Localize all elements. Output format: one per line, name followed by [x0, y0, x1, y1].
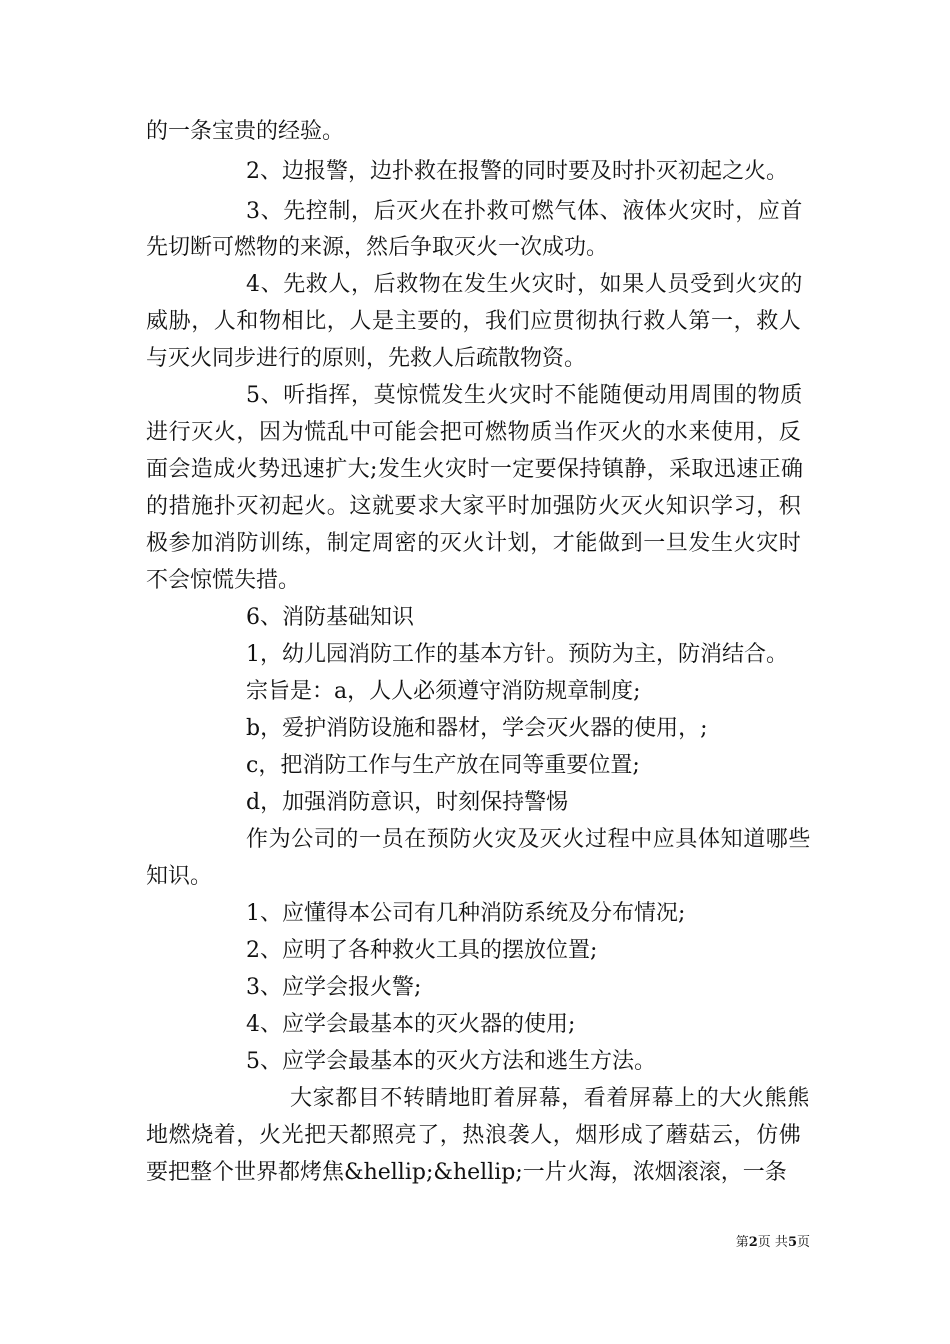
- text-line: 要把整个世界都烤焦&hellip;&hellip;一片火海，浓烟滚滚，一条: [146, 1160, 787, 1185]
- text-line: 作为公司的一员在预防火灾及灭火过程中应具体知道哪些: [246, 827, 812, 852]
- section-heading: 6、消防基础知识: [246, 605, 414, 630]
- text-line: 极参加消防训练，制定周密的灭火计划，才能做到一旦发生火灾时: [146, 531, 802, 556]
- text-line: 的措施扑灭初起火。这就要求大家平时加强防火灭火知识学习，积: [146, 494, 802, 519]
- text-line: 5、听指挥，莫惊慌发生火灾时不能随便动用周围的物质: [246, 383, 803, 408]
- text-line: 知识。: [146, 864, 213, 889]
- text-line: 的一条宝贵的经验。: [146, 119, 345, 144]
- page-footer: [700, 1235, 810, 1251]
- text-line: 不会惊慌失措。: [146, 568, 301, 593]
- text-line: 2、边报警，边扑救在报警的同时要及时扑灭初起之火。: [246, 159, 788, 184]
- list-item: 3、应学会报火警;: [246, 975, 422, 1000]
- text-line: 与灭火同步进行的原则，先救人后疏散物资。: [146, 346, 587, 371]
- footer-suffix: 页: [796, 1235, 810, 1250]
- total-pages-number: 5: [787, 1235, 797, 1250]
- list-item: 4、应学会最基本的灭火器的使用;: [246, 1012, 576, 1037]
- current-page-number: 2: [748, 1235, 758, 1250]
- text-line: c，把消防工作与生产放在同等重要位置;: [246, 753, 640, 778]
- text-line: d，加强消防意识，时刻保持警惕: [246, 790, 569, 815]
- text-line: 进行灭火，因为慌乱中可能会把可燃物质当作灭火的水来使用，反: [146, 420, 802, 445]
- text-line: 4、先救人，后救物在发生火灾时，如果人员受到火灾的: [246, 272, 803, 297]
- text-line: 先切断可燃物的来源，然后争取灭火一次成功。: [146, 235, 609, 260]
- text-line: b，爱护消防设施和器材，学会灭火器的使用，;: [246, 716, 708, 741]
- footer-prefix: 第: [735, 1235, 749, 1250]
- text-line: 威胁，人和物相比，人是主要的，我们应贯彻执行救人第一，救人: [146, 309, 802, 334]
- footer-middle: 页 共: [757, 1235, 788, 1250]
- text-line: 面会造成火势迅速扩大;发生火灾时一定要保持镇静，采取迅速正确: [146, 457, 804, 482]
- text-line: 1，幼儿园消防工作的基本方针。预防为主，防消结合。: [246, 642, 788, 667]
- text-line: 地燃烧着，火光把天都照亮了，热浪袭人，烟形成了蘑菇云，仿佛: [146, 1123, 802, 1148]
- list-item: 2、应明了各种救火工具的摆放位置;: [246, 938, 598, 963]
- text-line: 大家都目不转睛地盯着屏幕，看着屏幕上的大火熊熊: [290, 1086, 810, 1111]
- text-line: 宗旨是：a，人人必须遵守消防规章制度;: [246, 679, 641, 704]
- text-line: 3、先控制，后灭火在扑救可燃气体、液体火灾时，应首: [246, 199, 803, 224]
- list-item: 5、应学会最基本的灭火方法和逃生方法。: [246, 1049, 656, 1074]
- list-item: 1、应懂得本公司有几种消防系统及分布情况;: [246, 901, 686, 926]
